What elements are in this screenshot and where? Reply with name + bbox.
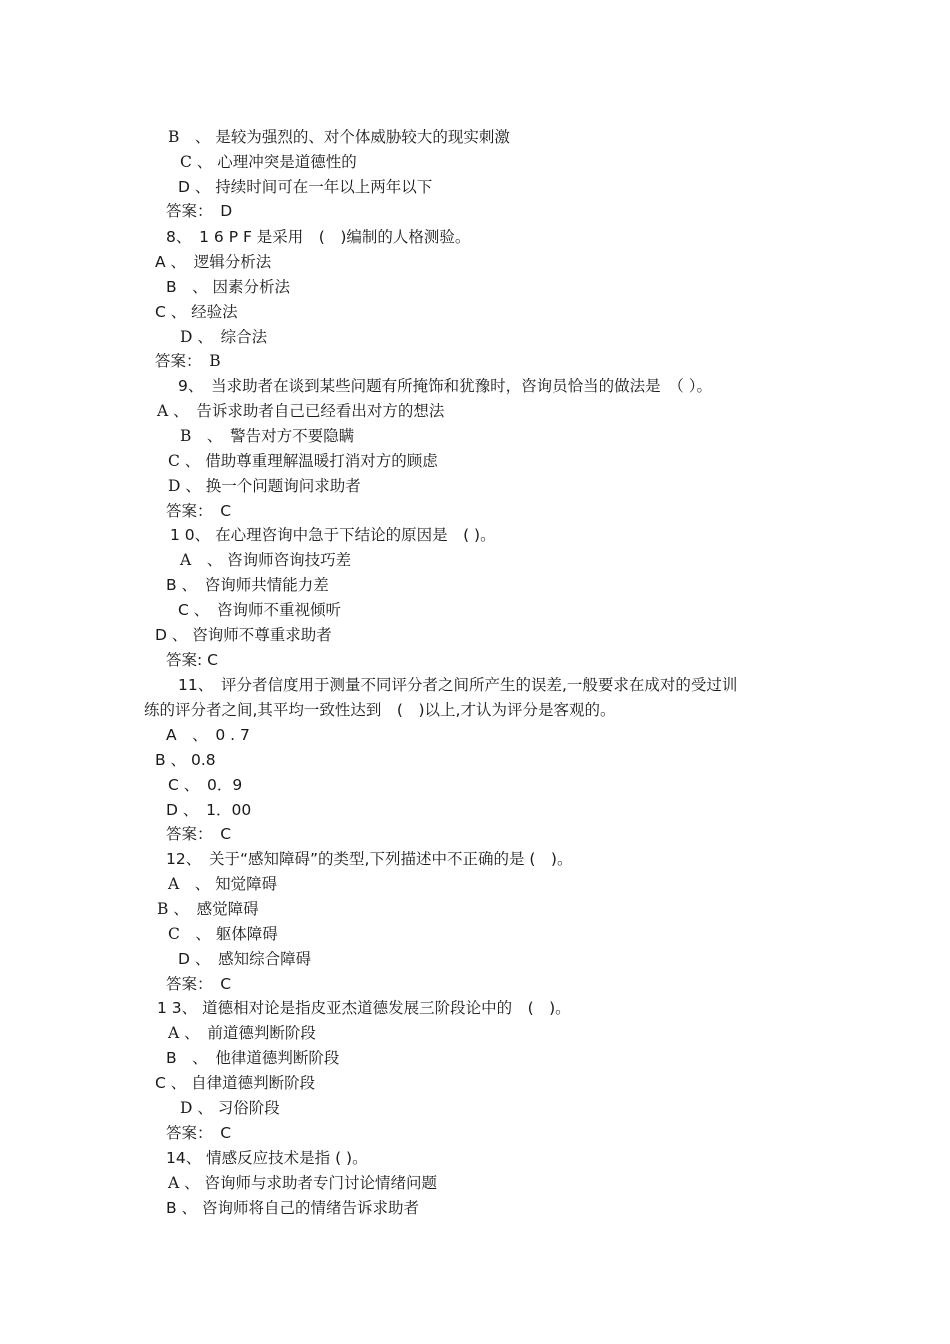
option-line: A 、 咨询师与求助者专门讨论情绪问题 [168,1174,438,1192]
question-line: 9、 当求助者在谈到某些问题有所掩饰和犹豫时，咨询员恰当的做法是 （ ）。 [178,377,713,395]
option-line: D 、 换一个问题询问求助者 [168,477,361,495]
answer-line: 答案： C [166,825,232,843]
option-line: D 、 持续时间可在一年以上两年以下 [178,178,433,196]
option-line: A 、 逻辑分析法 [155,253,272,271]
answer-line: 答案： C [166,1124,232,1142]
option-line: A 、 咨询师咨询技巧差 [180,551,352,569]
option-line: B 、 感觉障碍 [157,900,259,918]
option-line: A 、 0 . 7 [166,726,250,744]
option-line: A 、 告诉求助者自己已经看出对方的想法 [157,402,445,420]
option-line: B 、 因素分析法 [166,278,291,296]
question-line: 1 0、 在心理咨询中急于下结论的原因是 ( )。 [170,526,496,544]
option-line: C 、 躯体障碍 [168,925,278,943]
option-line: B 、 咨询师将自己的情绪告诉求助者 [166,1199,419,1217]
question-line: 8、 1 6 P F 是采用 ( )编制的人格测验。 [166,228,471,246]
option-line: A 、 前道德判断阶段 [168,1024,316,1042]
answer-line: 答案： C [166,502,232,520]
answer-line: 答案： D [166,202,233,220]
option-line: C 、 心理冲突是道德性的 [180,153,357,171]
option-line: B 、 咨询师共情能力差 [166,576,329,594]
option-line: C 、 经验法 [155,303,238,321]
option-line: C 、 0．9 [168,776,243,794]
question-line: 11、 评分者信度用于测量不同评分者之间所产生的误差,一般要求在成对的受过训 [178,676,738,694]
option-line: C 、 自律道德判断阶段 [155,1074,316,1092]
option-line: D 、 咨询师不尊重求助者 [155,626,332,644]
option-line: C 、 咨询师不重视倾听 [178,601,342,619]
option-line: A 、 知觉障碍 [168,875,278,893]
option-line: B 、 警告对方不要隐瞒 [180,427,355,445]
option-line: D 、 1．00 [166,801,252,819]
option-line: C 、 借助尊重理解温暖打消对方的顾虑 [168,452,438,470]
option-line: D 、 习俗阶段 [180,1099,280,1117]
answer-line: 答案: C [166,651,218,669]
option-line: B 、 是较为强烈的、对个体威胁较大的现实刺激 [168,128,510,146]
question-line-continued: 练的评分者之间,其平均一致性达到 ( )以上,才认为评分是客观的。 [144,701,616,719]
option-line: B 、 0.8 [155,751,216,769]
answer-line: 答案： C [166,975,232,993]
question-line: 14、 情感反应技术是指 ( )。 [166,1149,368,1167]
answer-line: 答案： B [155,352,221,370]
option-line: D 、 综合法 [180,328,268,346]
question-line: 12、 关于“感知障碍”的类型,下列描述中不正确的是 ( )。 [166,850,573,868]
question-line: 1 3、 道德相对论是指皮亚杰道德发展三阶段论中的 ( )。 [157,999,571,1017]
option-line: D 、 感知综合障碍 [178,950,312,968]
option-line: B 、 他律道德判断阶段 [166,1049,340,1067]
